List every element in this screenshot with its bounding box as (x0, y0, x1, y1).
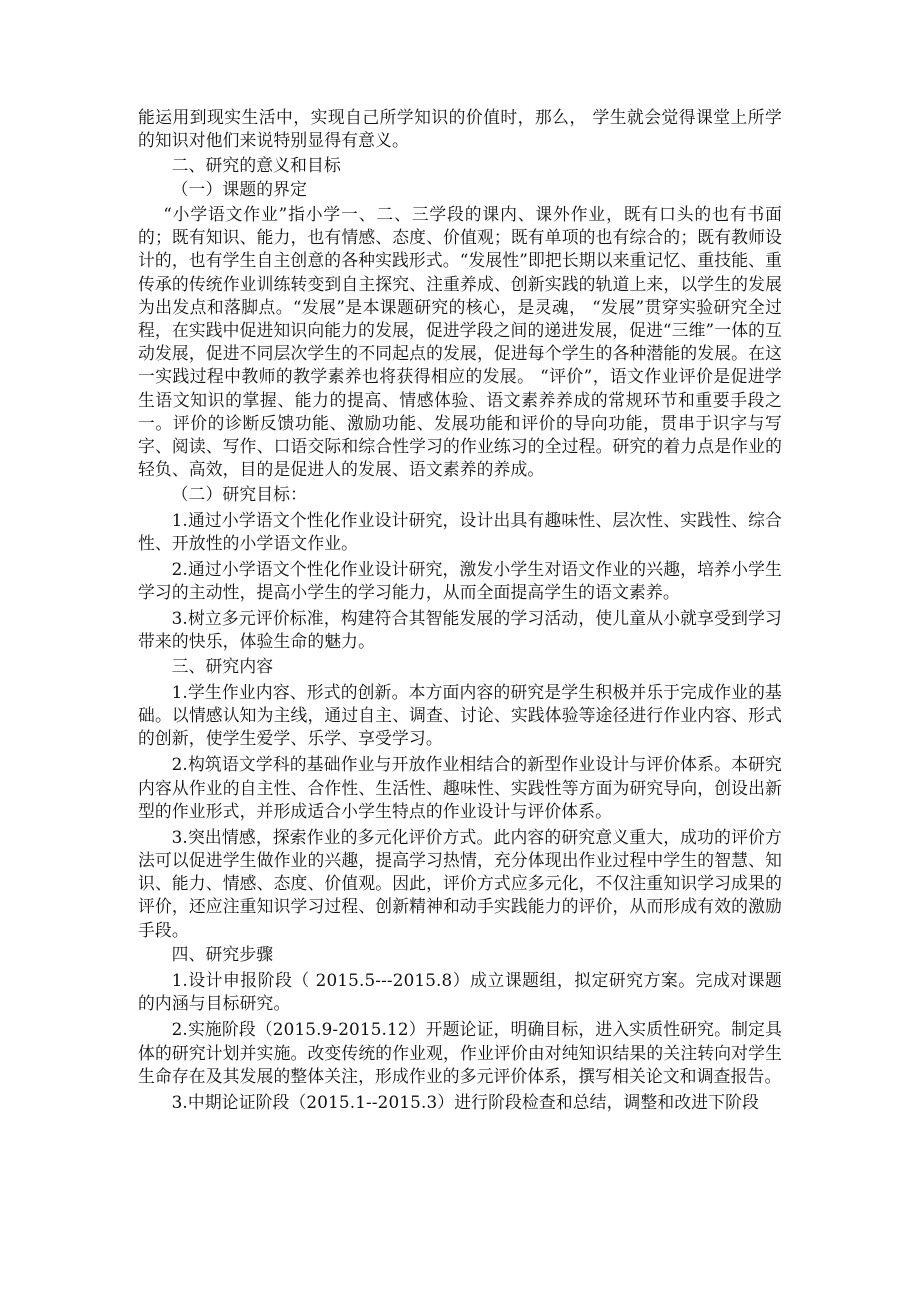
content-item-2: 2.构筑语文学科的基础作业与开放作业相结合的新型作业设计与评价体系。本研究内容从作业的自主性、合作性、生活性、趣味性、实践性等方面为研究导向，创设出新型的作业形式，并形成适合小学生特点的作业设计与评价体系。 (138, 754, 782, 821)
subsection-heading-definition: （一）课题的界定 (171, 179, 308, 200)
section-heading-significance-goals: 二、研究的意义和目标 (171, 154, 341, 175)
section-heading-content: 三、研究内容 (171, 656, 274, 677)
goal-item-3: 3.树立多元评价标准，构建符合其智能发展的学习活动，使儿童从小就享受到学习带来的快乐，体验生命的魅力。 (138, 608, 782, 652)
paragraph-definition: “小学语文作业”指小学一、二、三学段的课内、课外作业，既有口头的也有书面的；既有知识、能力，也有情感、态度、价值观；既有单项的也有综合的；既有教师设计的，也有学生自主创意的各种实践形式。“发展性”即把长期以来重记忆、重技能、重传承的传统作业训练转变到自主探究、注重养成、创新实践的轨道上来，以学生的发展为出发点和落脚点。“发展”是本课题研究的核心，是灵魂， “发展”贯穿实验研究全过程，在实践中促进知识向能力的发展，促进学段之间的递进发展，促进“三维”一体的互动发展，促进不同层次学生的不同起点的发展，促进每个学生的各种潜能的发展。在这一实践过程中教师的教学素养也将获得相应的发展。 “评价”，语文作业评价是促进学生语文知识的掌握、能力的提高、情感体验、语文素养养成的常规环节和重要手段之一。评价的诊断反馈功能、激励功能、发展功能和评价的导向功能，贯串于识字与写字、阅读、写作、口语交际和综合性学习的作业练习的全过程。研究的着力点是作业的轻负、高效，目的是促进人的发展、语文素养的养成。 (138, 203, 782, 480)
content-item-3: 3.突出情感，探索作业的多元化评价方式。此内容的研究意义重大，成功的评价方法可以促进学生做作业的兴趣，提高学习热情，充分体现出作业过程中学生的智慧、知识、能力、情感、态度、价值观。因此，评价方式应多元化，不仅注重知识学习成果的评价，还应注重知识学习过程、创新精神和动手实践能力的评价，从而形成有效的激励手段。 (138, 826, 782, 940)
step-item-2: 2.实施阶段（2015.9-2015.12）开题论证，明确目标，进入实质性研究。制定具体的研究计划并实施。改变传统的作业观，作业评价由对纯知识结果的关注转向对学生生命存在及其发展的整体关注，形成作业的多元评价体系，撰写相关论文和调查报告。 (138, 1019, 782, 1086)
paragraph-continuation: 能运用到现实生活中，实现自己所学知识的价值时，那么， 学生就会觉得课堂上所学的知识对他们来说特别显得有意义。 (138, 107, 782, 151)
step-item-3: 3.中期论证阶段（2015.1--2015.3）进行阶段检查和总结，调整和改进下阶段 (171, 1091, 759, 1112)
goal-item-2: 2.通过小学语文个性化作业设计研究，激发小学生对语文作业的兴趣，培养小学生学习的主动性，提高小学生的学习能力，从而全面提高学生的语文素养。 (138, 559, 782, 603)
goal-item-1: 1.通过小学语文个性化作业设计研究，设计出具有趣味性、层次性、实践性、综合性、开放性的小学语文作业。 (138, 509, 782, 554)
step-item-1: 1.设计申报阶段（ 2015.5---2015.8）成立课题组，拟定研究方案。完成对课题的内涵与目标研究。 (138, 970, 782, 1014)
subsection-heading-goals: （二）研究目标： (171, 483, 308, 504)
content-item-1: 1.学生作业内容、形式的创新。本方面内容的研究是学生积极并乐于完成作业的基础。以情感认知为主线，通过自主、调查、讨论、实践体验等途径进行作业内容、形式的创新，使学生爱学、乐学、享受学习。 (138, 682, 782, 749)
section-heading-steps: 四、研究步骤 (171, 944, 274, 965)
